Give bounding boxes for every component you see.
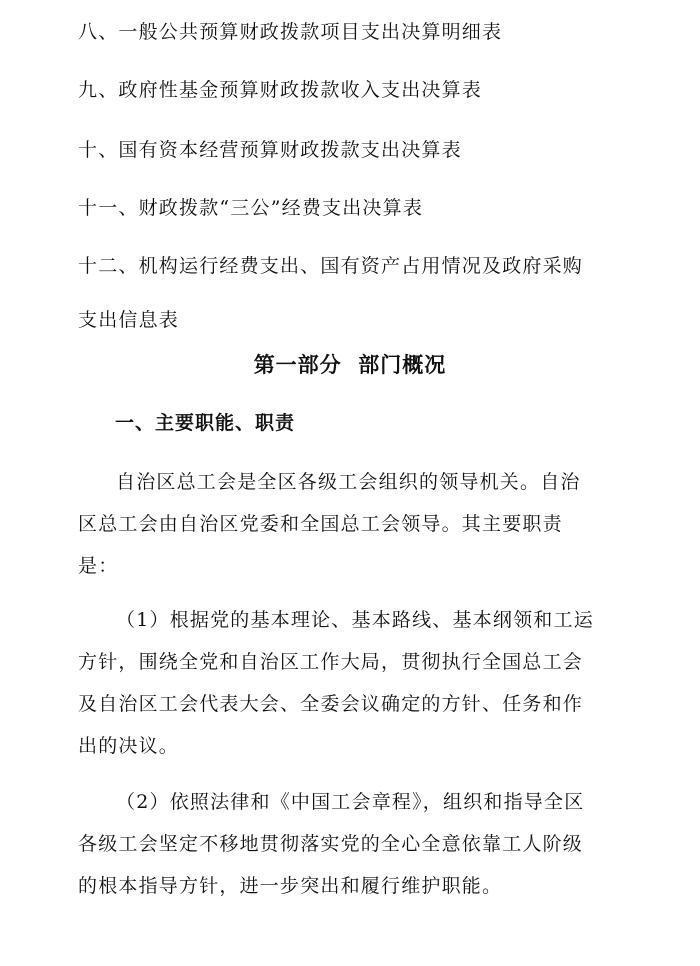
intro-paragraph (78, 470, 638, 578)
duty-1-line-1: （1）根据党的基本理论、基本路线、基本纲领和工运 (116, 609, 594, 631)
intro-line-3: 是： (78, 555, 119, 577)
section-title: 一、主要职能、职责 (115, 412, 296, 434)
duty-2-line-1: （2）依照法律和《中国工会章程》，组织和指导全区 (116, 791, 585, 813)
part-title: 第一部分 部门概况 (253, 353, 447, 377)
duty-1-line-3: 及自治区工会代表大会、全委会议确定的方针、任务和作 (78, 693, 584, 715)
duty-2-line-3: 的根本指导方针，进一步突出和履行维护职能。 (78, 875, 503, 897)
duty-2-paragraph (78, 790, 638, 898)
toc-item-8: 八、一般公共预算财政拨款项目支出决算明细表 (78, 21, 503, 43)
toc-item-10: 十、国有资本经营预算财政拨款支出决算表 (78, 139, 462, 161)
intro-line-1: 自治区总工会是全区各级工会组织的领导机关。自治 (116, 471, 581, 493)
toc-item-12 (78, 254, 638, 332)
duty-1-paragraph (78, 608, 638, 758)
intro-line-2: 区总工会由自治区党委和全国总工会领导。其主要职责 (78, 513, 563, 535)
toc-item-11: 十一、财政拨款“三公”经费支出决算表 (78, 197, 424, 219)
toc-item-9: 九、政府性基金预算财政拨款收入支出决算表 (78, 79, 483, 101)
duty-2-line-2: 各级工会坚定不移地贯彻落实党的全心全意依靠工人阶级 (78, 833, 584, 855)
duty-1-line-2: 方针，围绕全党和自治区工作大局，贯彻执行全国总工会 (78, 651, 584, 673)
toc-item-12-line-2: 支出信息表 (78, 309, 180, 331)
duty-1-line-4: 出的决议。 (78, 735, 180, 757)
toc-item-12-line-1: 十二、机构运行经费支出、国有资产占用情况及政府采购 (78, 255, 584, 277)
